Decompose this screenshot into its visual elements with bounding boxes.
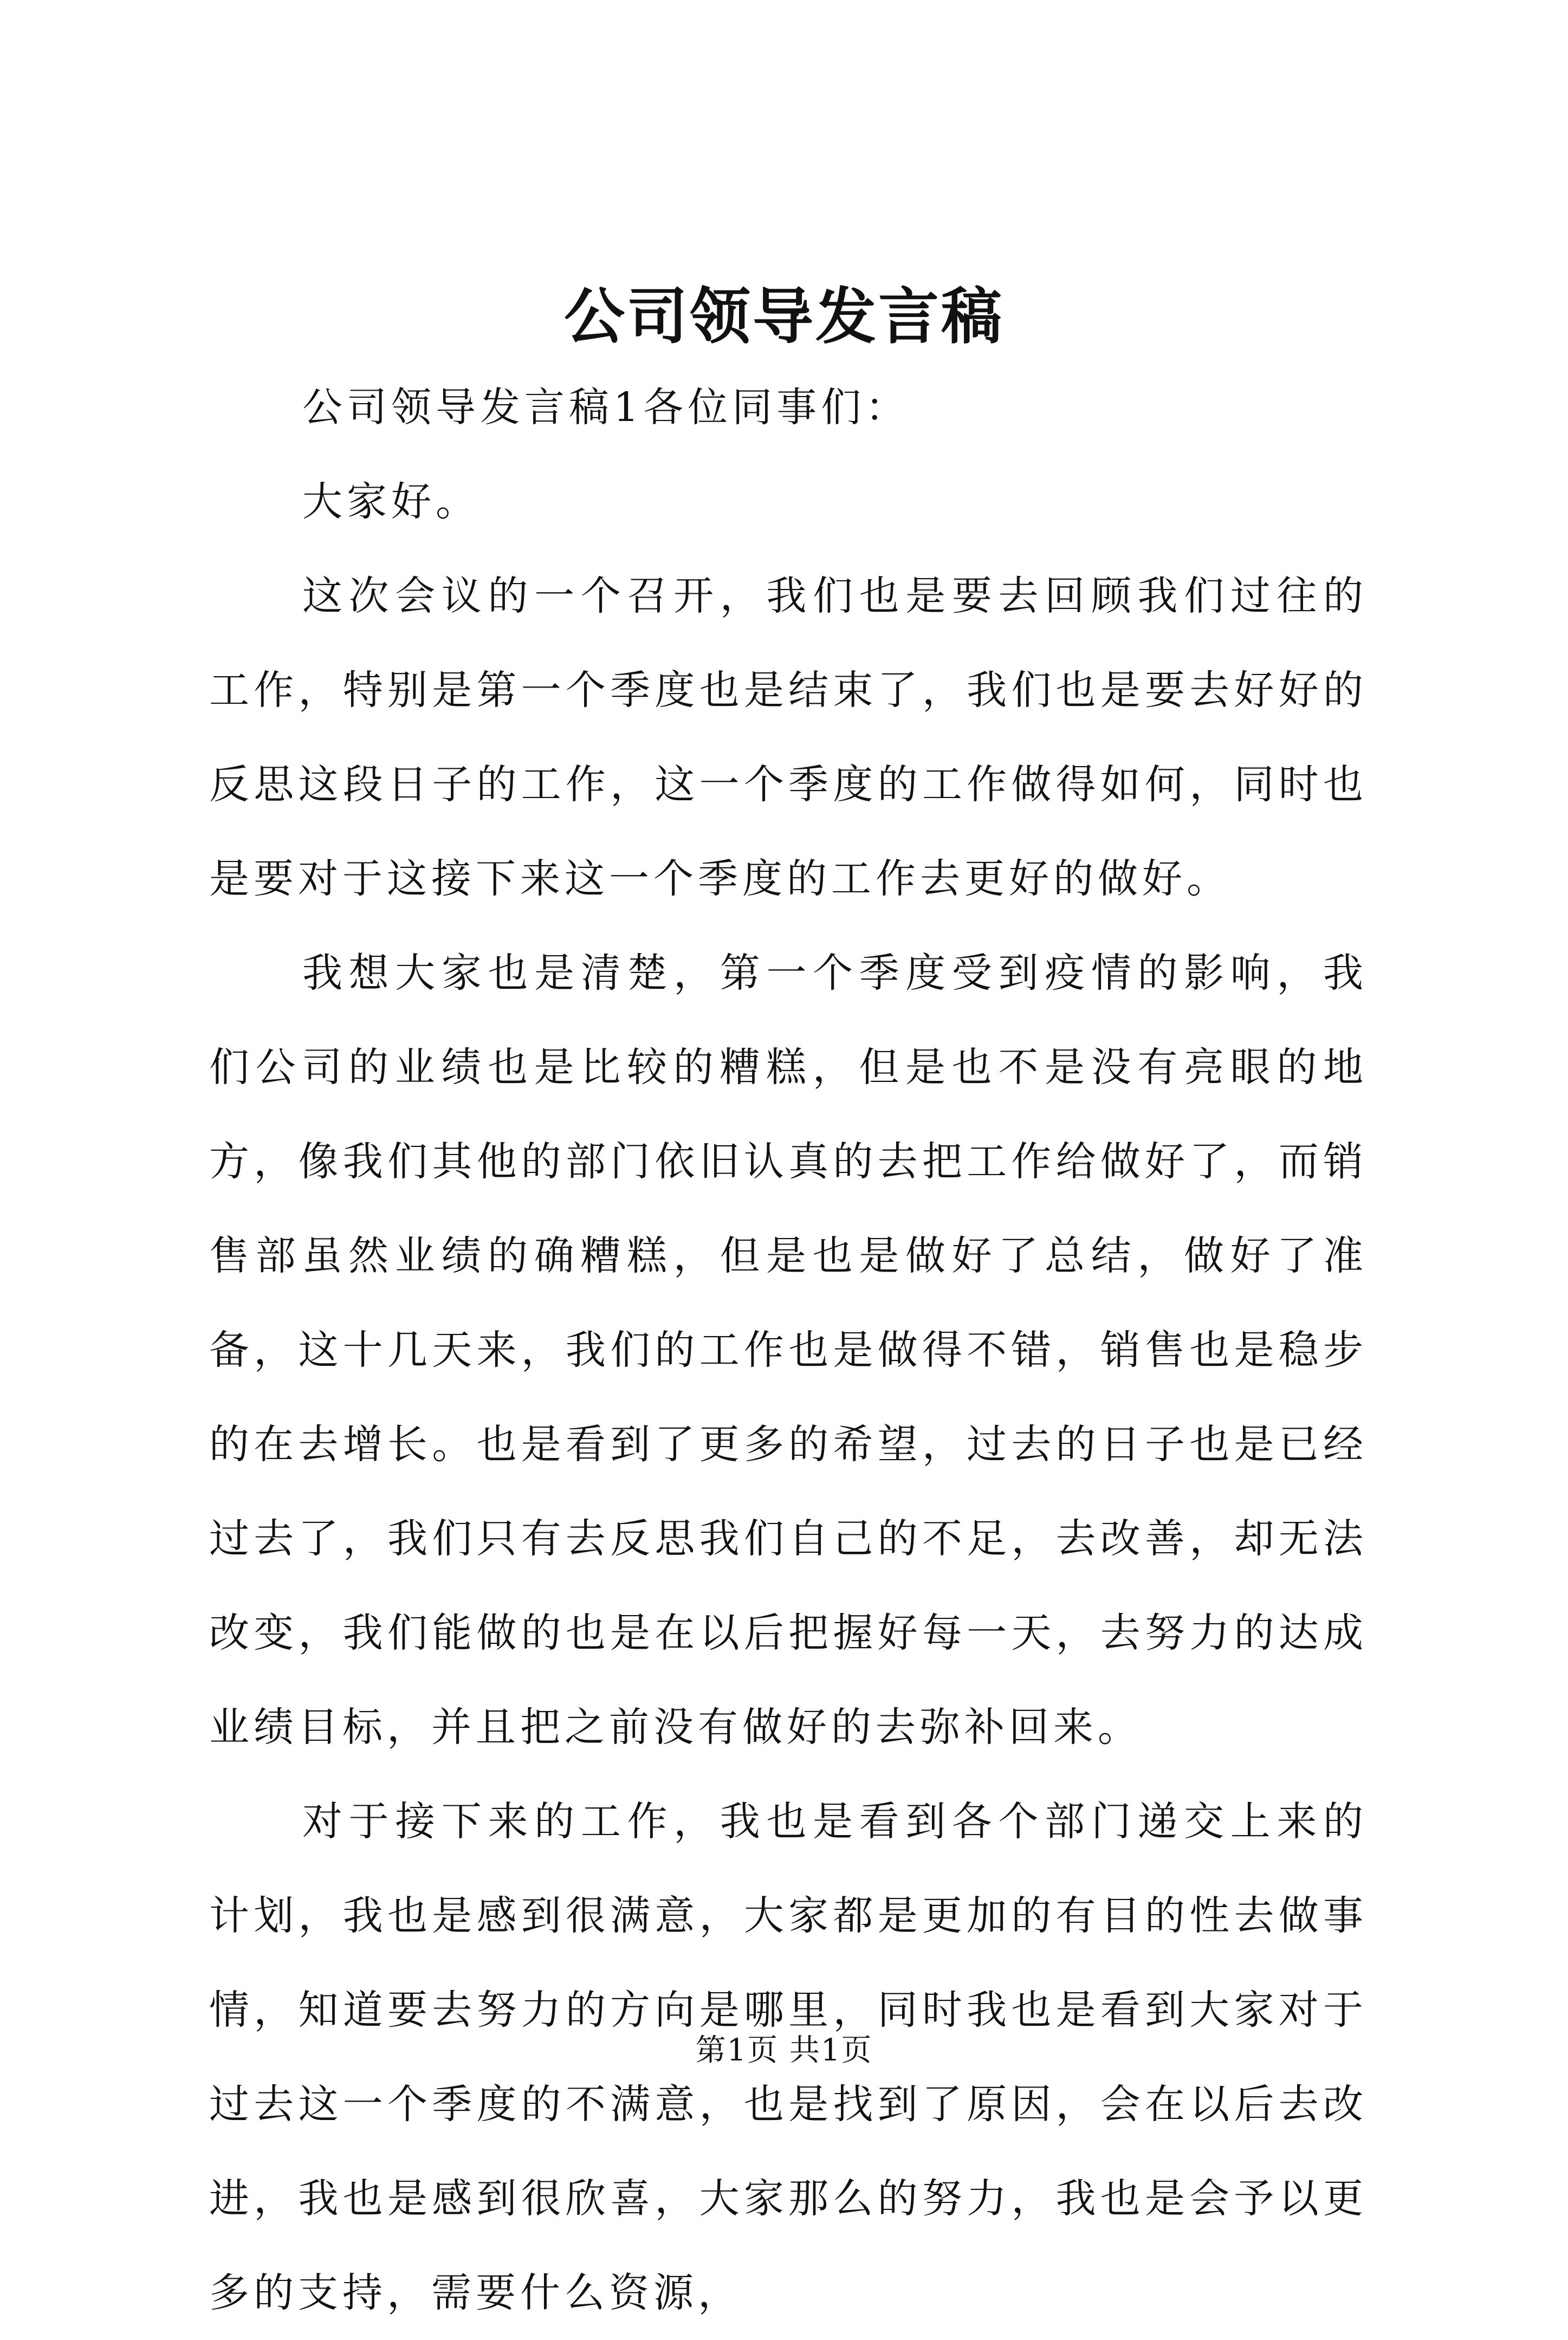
paragraph-greeting: 大家好。 [302,478,480,525]
paragraph-next-steps: 对于接下来的工作，我也是看到各个部门递交上来的计划，我也是感到很满意，大家都是更加的有目的性去做事情，知道要去努力的方向是哪里，同时我也是看到大家对于过去这一个季度的不满意，也是找到了原因，会在以后去改进，我也是感到很欣喜，大家那么的努力，我也是会予以更多的支持，需要什么资源， [209,1798,1368,2316]
page-number-footer: 第1页 共1页 [695,2033,873,2068]
paragraph-first-quarter-review: 我想大家也是清楚，第一个季度受到疫情的影响，我们公司的业绩也是比较的糟糕，但是也不是没有亮眼的地方，像我们其他的部门依旧认真的去把工作给做好了，而销售部虽然业绩的确糟糕，但是也是做好了总结，做好了准备，这十几天来，我们的工作也是做得不错，销售也是稳步的在去增长。也是看到了更多的希望，过去的日子也是已经过去了，我们只有去反思我们自己的不足，去改善，却无法改变，我们能做的也是在以后把握好每一天，去努力的达成业绩目标，并且把之前没有做好的去弥补回来。 [209,950,1368,1751]
document-title: 公司领导发言稿 [564,281,1004,352]
paragraph-meeting-purpose: 这次会议的一个召开，我们也是要去回顾我们过往的工作，特别是第一个季度也是结束了，我们也是要去好好的反思这段日子的工作，这一个季度的工作做得如何，同时也是要对于这接下来这一个季度的工作去更好的做好。 [209,573,1368,902]
paragraph-greeting-heading: 公司领导发言稿1各位同事们： [302,384,910,431]
